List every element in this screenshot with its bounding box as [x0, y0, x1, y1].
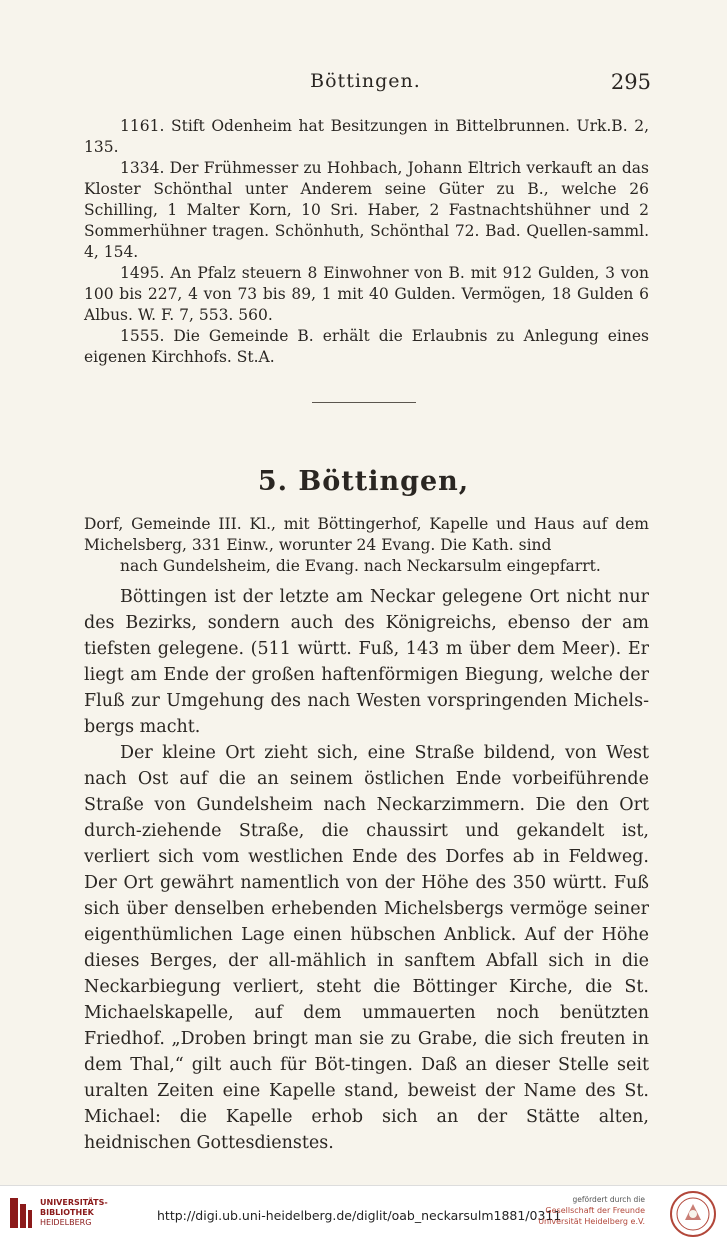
library-name-line-3: HEIDELBERG	[40, 1218, 92, 1227]
subtitle-line-2: nach Gundelsheim, die Evang. nach Neckarsulm eingepfarrt.	[120, 557, 601, 575]
library-name-line-2: BIBLIOTHEK	[40, 1208, 94, 1217]
chapter-title: 5. Böttingen,	[257, 466, 470, 497]
section-divider	[312, 402, 416, 403]
funder-name-line-1: Gesellschaft der Freunde	[545, 1206, 645, 1215]
funded-by-label: gefördert durch die	[572, 1195, 645, 1204]
funder-name-line-2: Universität Heidelberg e.V.	[538, 1217, 645, 1226]
subtitle-line-1: Dorf, Gemeinde III. Kl., mit Böttingerhof, Kapelle und Haus auf dem Michelsberg, 331 Einw., worunter 24 Evang. Die Kath. sind	[84, 515, 649, 554]
entry-1334: 1334. Der Frühmesser zu Hohbach, Johann Eltrich verkauft an das Kloster Schönthal unter Anderem seine Güter zu B., welche 26 Schilling, 1 Malter Korn, 10 Sri. Haber, 2 Fastnachtshühner und 2 Sommerhühner tragen. Schönhuth, Schönthal 72. Bad. Quellen-samml. 4, 154.	[84, 159, 649, 261]
entry-1555: 1555. Die Gemeinde B. erhält die Erlaubnis zu Anlegung eines eigenen Kirchhofs. St.A.	[84, 327, 649, 366]
funder-credit	[515, 1194, 645, 1227]
permalink-url[interactable]: http://digi.ub.uni-heidelberg.de/diglit/oab_neckarsulm1881/0311	[157, 1208, 562, 1223]
body-text	[84, 584, 649, 1156]
library-logo[interactable]	[8, 1196, 108, 1230]
viewer-footer	[0, 1185, 727, 1242]
university-seal-icon	[669, 1190, 717, 1238]
page-header	[80, 70, 651, 94]
library-emblem-icon	[8, 1196, 34, 1230]
library-name-line-1: UNIVERSITÄTS-	[40, 1198, 108, 1207]
library-name	[40, 1198, 108, 1228]
page-number: 295	[610, 70, 651, 94]
chapter-subtitle	[84, 514, 649, 577]
paragraph-1: Böttingen ist der letzte am Neckar gelegene Ort nicht nur des Bezirks, sondern auch des Königreichs, ebenso der am tiefsten gelegene. (511 württ. Fuß, 143 m über dem Meer). Er liegt am Ende der großen haftenförmigen Biegung, welche der Fluß zur Umgehung des nach Westen vorspringenden Michels-bergs macht.	[84, 587, 649, 737]
entry-1161: 1161. Stift Odenheim hat Besitzungen in Bittelbrunnen. Urk.B. 2, 135.	[84, 117, 649, 156]
paragraph-2: Der kleine Ort zieht sich, eine Straße bildend, von West nach Ost auf die an seinem östlichen Ende vorbeiführende Straße von Gundelsheim nach Neckarzimmern. Die den Ort durch-ziehende Straße, die chaussirt und gekandelt ist, verliert sich vom westlichen Ende des Dorfes ab in Feldweg. Der Ort gewährt namentlich von der Höhe des 350 württ. Fuß sich über denselben erhebenden Michelsbergs vermöge seiner eigenthümlichen Lage einen hübschen Anblick. Auf der Höhe dieses Berges, der all-mählich in sanftem Abfall sich in die Neckarbiegung verliert, steht die Böttinger Kirche, die St. Michaelskapelle, auf dem ummauerten noch benützten Friedhof. „Droben bringt man sie zu Grabe, die sich freuten in dem Thal,“ gilt auch für Böt-tingen. Daß an dieser Stelle seit uralten Zeiten eine Kapelle stand, beweist der Name des St. Michael: die Kapelle erhob sich an der Stätte alten, heidnischen Gottesdienstes.	[84, 743, 649, 1153]
chronicle-entries	[84, 116, 649, 368]
running-head: Böttingen.	[310, 70, 421, 92]
entry-1495: 1495. An Pfalz steuern 8 Einwohner von B. mit 912 Gulden, 3 von 100 bis 227, 4 von 73 bis 89, 1 mit 40 Gulden. Vermögen, 18 Gulden 6 Albus. W. F. 7, 553. 560.	[84, 264, 649, 324]
